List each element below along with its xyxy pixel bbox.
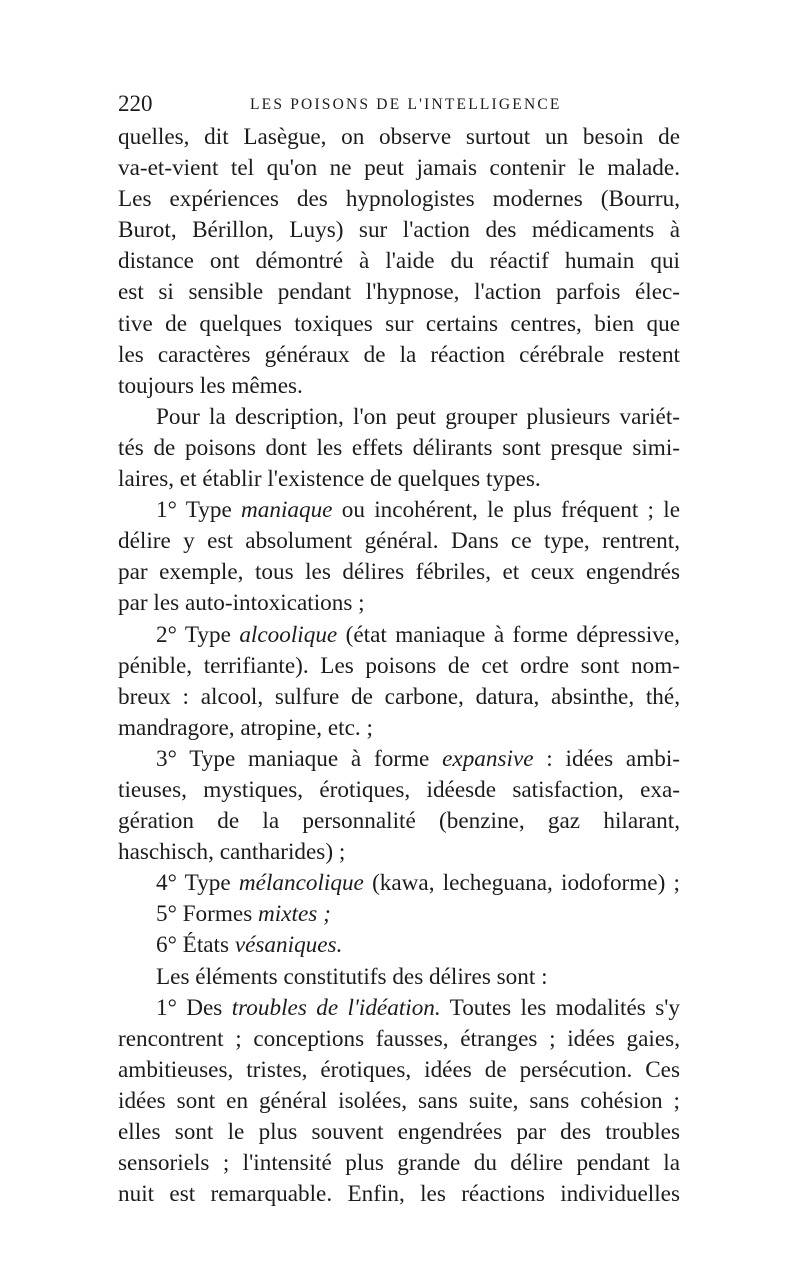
text-line — [118, 464, 680, 495]
text-run: Toutes les modalités s'y — [440, 994, 680, 1021]
text-run: breux : alcool, sulfure de carbone, datura, absinthe, thé, — [118, 683, 680, 710]
text-run: va-et-vient tel qu'on ne peut jamais contenir le malade. — [118, 155, 680, 182]
text-run: 4° Type — [156, 870, 239, 897]
text-run: pénible, terrifiante). Les poisons de cet ordre sont nom- — [118, 652, 680, 679]
italic-text: maniaque — [241, 497, 333, 524]
text-line — [118, 1179, 680, 1210]
text-line — [118, 433, 680, 464]
text-run: distance ont démontré à l'aide du réactif humain qui — [118, 248, 680, 275]
text-run: par exemple, tous les délires fébriles, et ceux engendrés — [118, 559, 680, 586]
text-run: 6° États — [156, 932, 235, 959]
text-run: Les éléments constitutifs des délires sont : — [156, 963, 548, 990]
text-run: : idées ambi- — [533, 745, 681, 772]
text-line — [118, 775, 680, 806]
text-run: est si sensible pendant l'hypnose, l'action parfois élec- — [118, 279, 680, 306]
text-run: 2° Type — [156, 621, 240, 648]
text-run: (kawa, lecheguana, iodoforme) ; — [363, 870, 680, 897]
text-run: idées sont en général isolées, sans suite, sans cohésion ; — [118, 1087, 680, 1114]
italic-text: troubles de l'idéation. — [231, 994, 441, 1021]
italic-text: mixtes ; — [258, 901, 331, 928]
text-line — [118, 1117, 680, 1148]
text-run: délire y est absolument général. Dans ce type, rentrent, — [118, 528, 680, 555]
page-number: 220 — [118, 91, 153, 116]
text-line — [118, 620, 680, 651]
text-line — [118, 557, 680, 588]
running-title: LES POISONS DE L'INTELLIGENCE — [250, 96, 562, 113]
text-line — [118, 899, 680, 930]
body-text — [118, 122, 680, 1210]
text-line — [118, 495, 680, 526]
text-line — [118, 1024, 680, 1055]
text-line — [118, 713, 680, 744]
text-run: quelles, dit Lasègue, on observe surtout un besoin de — [118, 124, 680, 150]
text-line — [118, 371, 680, 402]
text-line — [118, 402, 680, 433]
text-run: sensoriels ; l'intensité plus grande du délire pendant la — [118, 1150, 680, 1177]
italic-text: vésaniques. — [234, 932, 343, 959]
italic-text: mélancolique — [238, 870, 364, 897]
text-line — [118, 526, 680, 557]
text-line — [118, 837, 680, 868]
text-run: haschisch, cantharides) ; — [118, 839, 346, 866]
text-run: Pour la description, l'on peut grouper plusieurs variét- — [156, 403, 680, 430]
text-run: 5° Formes — [156, 901, 259, 928]
text-run: 1° Des — [156, 994, 232, 1021]
text-run: gération de la personnalité (benzine, gaz hilarant, — [118, 808, 680, 835]
text-line — [118, 744, 680, 775]
text-run: mandragore, atropine, etc. ; — [118, 714, 373, 741]
text-line — [118, 1148, 680, 1179]
text-run: 3° Type maniaque à forme — [156, 745, 443, 772]
text-run: Burot, Bérillon, Luys) sur l'action des médicaments à — [118, 217, 680, 244]
text-line — [118, 806, 680, 837]
italic-text: expansive — [442, 745, 534, 772]
text-line — [118, 651, 680, 682]
text-run: nuit est remarquable. Enfin, les réactions individuelles — [118, 1181, 680, 1208]
text-line — [118, 122, 680, 153]
text-run: les caractères généraux de la réaction cérébrale restent — [118, 341, 680, 368]
text-line — [118, 682, 680, 713]
text-line — [118, 962, 680, 993]
page-header — [118, 89, 678, 119]
text-run: toujours les mêmes. — [118, 372, 303, 399]
text-line — [118, 215, 680, 246]
text-run: tés de poisons dont les effets délirants sont presque simi- — [118, 434, 680, 461]
text-line — [118, 246, 680, 277]
text-line — [118, 184, 680, 215]
text-run: (état maniaque à forme dépressive, — [337, 621, 680, 648]
text-run: laires, et établir l'existence de quelques types. — [118, 466, 541, 493]
text-line — [118, 277, 680, 308]
text-run: par les auto-intoxications ; — [118, 590, 365, 617]
text-line — [118, 1055, 680, 1086]
text-run: tive de quelques toxiques sur certains centres, bien que — [118, 310, 680, 337]
text-run: rencontrent ; conceptions fausses, étranges ; idées gaies, — [118, 1025, 680, 1052]
text-run: 1° Type — [156, 497, 242, 524]
text-line — [118, 588, 680, 619]
text-line — [118, 340, 680, 371]
text-run: elles sont le plus souvent engendrées par des troubles — [118, 1119, 680, 1145]
text-run: tieuses, mystiques, érotiques, idéesde satisfaction, exa- — [118, 776, 680, 803]
text-run: ambitieuses, tristes, érotiques, idées de persécution. Ces — [118, 1056, 680, 1083]
text-line — [118, 993, 680, 1024]
text-line — [118, 153, 680, 184]
text-line — [118, 930, 680, 961]
text-run: Les expériences des hypnologistes modernes (Bourru, — [118, 186, 680, 213]
text-run: ou incohérent, le plus fréquent ; le — [332, 497, 680, 524]
italic-text: alcoolique — [239, 621, 338, 648]
text-line — [118, 868, 680, 899]
text-line — [118, 309, 680, 340]
text-line — [118, 1086, 680, 1117]
